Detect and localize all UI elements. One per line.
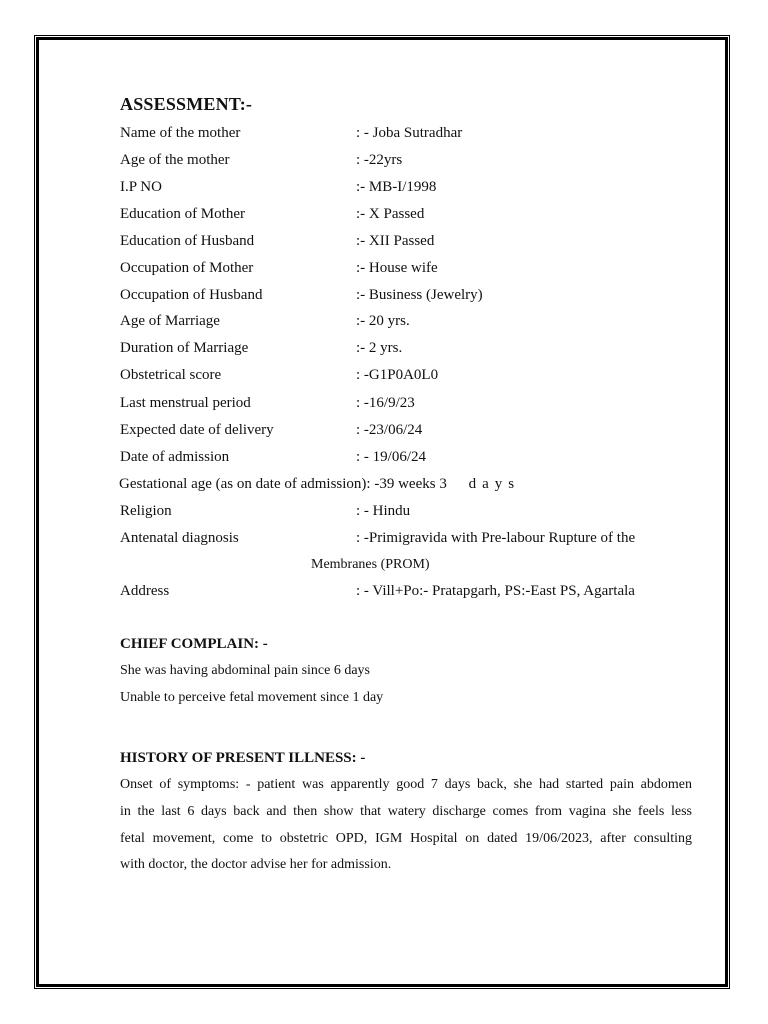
field-label: Religion xyxy=(120,503,172,519)
field-value: : -Primigravida with Pre-labour Rupture of the xyxy=(356,530,636,546)
field-value: :- 2 yrs. xyxy=(356,340,403,356)
gestational-age-row xyxy=(119,475,520,493)
field-label: I.P NO xyxy=(120,179,162,195)
field-value: :- House wife xyxy=(356,260,438,276)
field-value: : -16/9/23 xyxy=(356,395,415,411)
antenatal-diagnosis-continuation: Membranes (PROM) xyxy=(311,557,430,572)
gestational-age-days: days xyxy=(468,476,521,492)
field-label: Age of the mother xyxy=(120,152,230,168)
history-line: Onset of symptoms: - patient was apparently good 7 days back, she had started pain abdomen xyxy=(120,777,692,792)
field-label: Occupation of Mother xyxy=(120,260,254,276)
field-value: :- XII Passed xyxy=(356,233,435,249)
field-label: Last menstrual period xyxy=(120,395,251,411)
field-value: :- MB-I/1998 xyxy=(356,179,437,195)
field-label: Obstetrical score xyxy=(120,367,222,383)
field-value: : -22yrs xyxy=(356,152,403,168)
field-value: : - 19/06/24 xyxy=(356,449,426,465)
history-line: fetal movement, come to obstetric OPD, IGM Hospital on dated 19/06/2023, after consulting xyxy=(120,831,692,846)
history-line: in the last 6 days back and then show that watery discharge comes from vagina she feels less xyxy=(120,804,692,819)
field-value: : - Joba Sutradhar xyxy=(356,125,463,141)
field-value: :- 20 yrs. xyxy=(356,313,410,329)
chief-complaint-line: She was having abdominal pain since 6 days xyxy=(120,663,371,678)
field-value: : -23/06/24 xyxy=(356,422,423,438)
gestational-age-text: Gestational age (as on date of admission): -39 weeks 3 xyxy=(119,476,447,492)
field-label: Expected date of delivery xyxy=(120,422,274,438)
field-value: :- Business (Jewelry) xyxy=(356,287,483,303)
chief-complaint-heading: CHIEF COMPLAIN: - xyxy=(120,636,268,652)
field-label: Occupation of Husband xyxy=(120,287,263,303)
chief-complaint-line: Unable to perceive fetal movement since 1 day xyxy=(120,690,384,705)
field-value: : -G1P0A0L0 xyxy=(356,367,439,383)
field-label: Age of Marriage xyxy=(120,313,220,329)
field-label: Antenatal diagnosis xyxy=(120,530,239,546)
field-value: :- X Passed xyxy=(356,206,425,222)
field-value: : - Vill+Po:- Pratapgarh, PS:-East PS, Agartala xyxy=(356,583,635,599)
field-value: : - Hindu xyxy=(356,503,411,519)
field-label: Date of admission xyxy=(120,449,230,465)
field-label: Name of the mother xyxy=(120,125,241,141)
assessment-title: ASSESSMENT:- xyxy=(120,94,253,114)
history-line: with doctor, the doctor advise her for admission. xyxy=(120,857,392,872)
field-label: Education of Husband xyxy=(120,233,255,249)
field-label: Duration of Marriage xyxy=(120,340,249,356)
history-heading: HISTORY OF PRESENT ILLNESS: - xyxy=(120,750,366,766)
field-label: Address xyxy=(120,583,170,599)
field-label: Education of Mother xyxy=(120,206,245,222)
